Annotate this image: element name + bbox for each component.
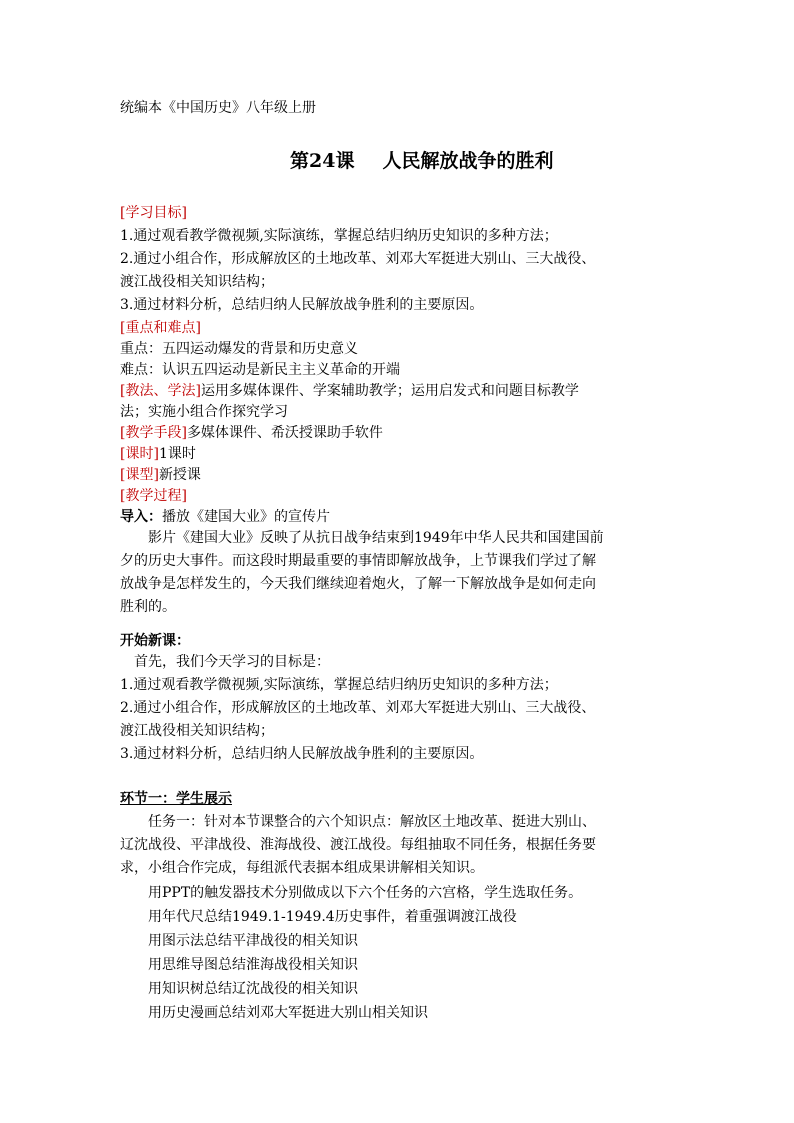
- newlesson-lead: 首先，我们今天学习的目标是：: [134, 654, 330, 670]
- hours-text: 1课时: [158, 446, 196, 462]
- objectives-heading: [学习目标]: [120, 205, 187, 221]
- objective-item: 2.通过小组合作，形成解放区的土地改革、刘邓大军挺进大别山、三大战役、: [120, 251, 596, 267]
- task-item: 用思维导图总结淮海战役相关知识: [148, 957, 358, 973]
- lesson-title: [290, 149, 553, 173]
- type-text: 新授课: [158, 467, 201, 483]
- newlesson-heading: 开始新课：: [120, 633, 190, 649]
- lesson-name: 人民解放战争的胜利: [382, 150, 554, 172]
- means-text: 多媒体课件、希沃授课助手软件: [186, 425, 383, 441]
- section1-heading: 环节一：学生展示: [120, 791, 232, 807]
- newlesson-item: 3.通过材料分析，总结归纳人民解放战争胜利的主要原因。: [120, 746, 484, 762]
- lesson-number: 第24课: [290, 150, 355, 172]
- difficulty-point: 难点：认识五四运动是新民主主义革命的开端: [120, 362, 400, 378]
- section1-paragraph: 任务一：针对本节课整合的六个知识点：解放区土地改革、挺进大别山、: [148, 814, 596, 830]
- task-item: 用知识树总结辽沈战役的相关知识: [148, 981, 358, 997]
- methods-line: [120, 382, 579, 400]
- task-item: 用年代尺总结1949.1-1949.4历史事件，着重强调渡江战役: [148, 909, 517, 925]
- keypoints-heading: [重点和难点]: [120, 320, 201, 336]
- intro-line: [120, 508, 330, 526]
- objective-item: 3.通过材料分析，总结归纳人民解放战争胜利的主要原因。: [120, 297, 484, 313]
- hours-line: [120, 445, 196, 463]
- newlesson-item: 2.通过小组合作，形成解放区的土地改革、刘邓大军挺进大别山、三大战役、: [120, 700, 596, 716]
- methods-text: 运用多媒体课件、学案辅助教学；运用启发式和问题目标教学: [200, 383, 579, 399]
- hours-heading: [课时]: [120, 446, 159, 462]
- objective-item: 1.通过观看教学微视频,实际演练，掌握总结归纳历史知识的多种方法；: [120, 228, 558, 244]
- means-line: [120, 424, 383, 442]
- methods-text-cont: 法；实施小组合作探究学习: [120, 404, 288, 420]
- type-line: [120, 466, 201, 484]
- objective-item: 渡江战役相关知识结构；: [120, 274, 274, 290]
- newlesson-item: 1.通过观看教学微视频,实际演练，掌握总结归纳历史知识的多种方法；: [120, 677, 558, 693]
- intro-paragraph: 胜利的。: [120, 599, 176, 615]
- process-heading: [教学过程]: [120, 488, 187, 504]
- intro-paragraph: 影片《建国大业》反映了从抗日战争结束到1949年中华人民共和国建国前: [148, 530, 604, 546]
- intro-text: 播放《建国大业》的宣传片: [162, 509, 330, 525]
- task-item: 用图示法总结平津战役的相关知识: [148, 933, 358, 949]
- methods-heading: [教法、学法]: [120, 383, 201, 399]
- textbook-header: 统编本《中国历史》八年级上册: [120, 100, 316, 116]
- key-point: 重点：五四运动爆发的背景和历史意义: [120, 341, 358, 357]
- means-heading: [教学手段]: [120, 425, 187, 441]
- intro-paragraph: 放战争是怎样发生的，今天我们继续迎着炮火，了解一下解放战争是如何走向: [120, 576, 596, 592]
- type-heading: [课型]: [120, 467, 159, 483]
- task-item: 用历史漫画总结刘邓大军挺进大别山相关知识: [148, 1005, 428, 1021]
- intro-label: 导入：: [120, 509, 162, 525]
- task-item: 用PPT的触发器技术分别做成以下六个任务的六宫格，学生选取任务。: [148, 885, 583, 901]
- newlesson-item: 渡江战役相关知识结构；: [120, 723, 274, 739]
- section1-paragraph: 求，小组合作完成，每组派代表据本组成果讲解相关知识。: [120, 860, 484, 876]
- intro-paragraph: 夕的历史大事件。而这段时期最重要的事情即解放战争，上节课我们学过了解: [120, 553, 596, 569]
- section1-paragraph: 辽沈战役、平津战役、淮海战役、渡江战役。每组抽取不同任务，根据任务要: [120, 837, 596, 853]
